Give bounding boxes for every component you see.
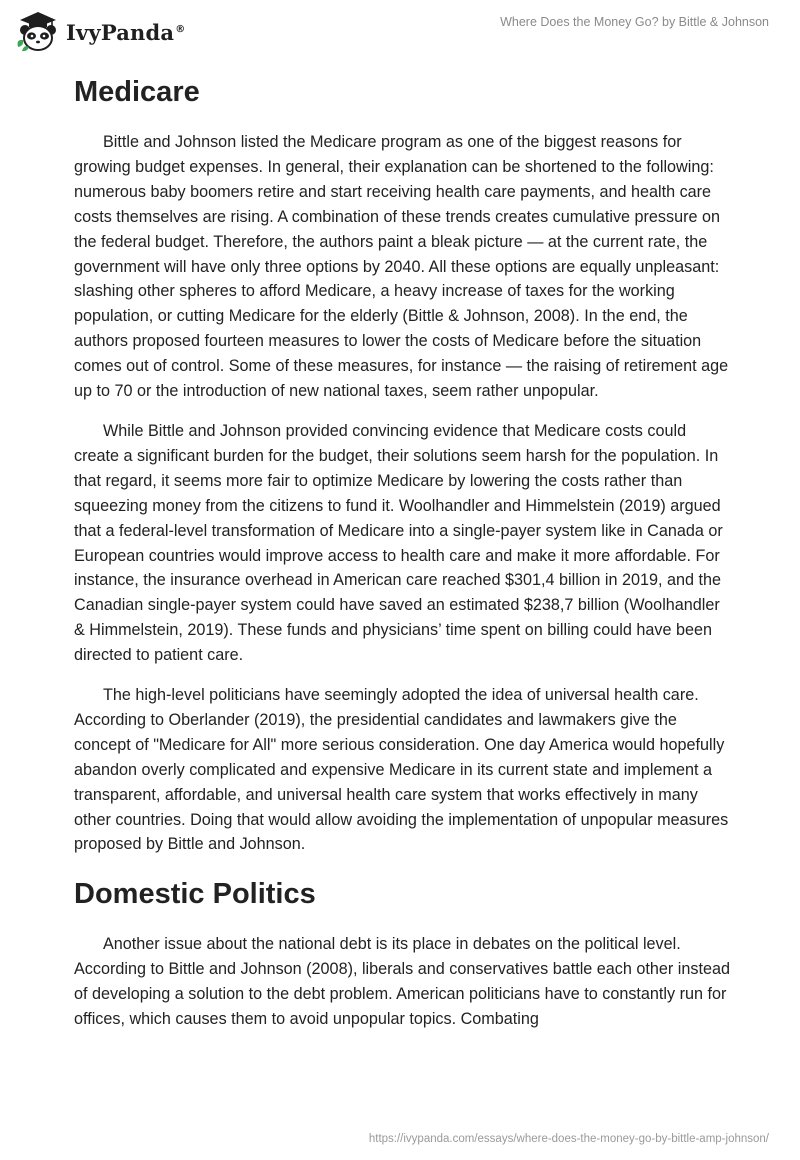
panda-graduate-icon bbox=[14, 9, 62, 53]
essay-content bbox=[74, 70, 734, 1047]
paragraph: Another issue about the national debt is its place in debates on the political level. According to Bittle and Johnson (2008), liberals and conservatives battle each other instead of developing a solution to the debt problem. American politicians have to constantly run for offices, which causes them to avoid unpopular topics. Combating bbox=[74, 935, 730, 1029]
source-url[interactable]: https://ivypanda.com/essays/where-does-the-money-go-by-bittle-amp-johnson/ bbox=[368, 1133, 769, 1145]
paragraph: While Bittle and Johnson provided convincing evidence that Medicare costs could create a significant burden for the budget, their solutions seem harsh for the population. In that regard, it seems more fair to optimize Medicare by lowering the costs rather than squeezing money from the citizens to fund it. Woolhandler and Himmelstein (2019) argued that a federal-level transformation of Medicare into a single-payer system like in Canada or European countries would improve access to health care and make it more affordable. For instance, the insurance overhead in American care reached $301,4 billion in 2019, and the Canadian single-payer system could have saved an estimated $238,7 billion (Woolhandler & Himmelstein, 2019). These funds and physicians’ time spent on billing could have been directed to patient care. bbox=[74, 421, 723, 665]
ivypanda-logo[interactable] bbox=[14, 9, 185, 53]
paragraph: The high-level politicians have seemingly adopted the idea of universal health care. According to Oberlander (2019), the presidential candidates and lawmakers give the concept of "Medicare for All" more serious consideration. One day America would hopefully abandon overly complicated and expensive Medicare in its current state and implement a transparent, affordable, and universal health care system that works effectively in many other countries. Doing that would allow avoiding the implementation of unpopular measures proposed by Bittle and Johnson. bbox=[74, 686, 729, 854]
document-title: Where Does the Money Go? by Bittle & Johnson bbox=[500, 15, 769, 29]
page-header bbox=[0, 0, 800, 60]
section-heading-domestic-politics: Domestic Politics bbox=[74, 878, 316, 911]
section-heading-medicare: Medicare bbox=[74, 76, 200, 108]
brand-name: IvyPanda® bbox=[66, 19, 186, 45]
paragraph: Bittle and Johnson listed the Medicare program as one of the biggest reasons for growing budget expenses. In general, their explanation can be shortened to the following: numerous baby boomers retire and start receiving health care payments, and health care costs themselves are rising. A combination of these trends creates cumulative pressure on the federal budget. Therefore, the authors paint a bleak picture — at the current rate, the government will have only three options by 2040. All these options are equally unpleasant: slashing other spheres to afford Medicare, a heavy increase of taxes for the working population, or cutting Medicare for the elderly (Bittle & Johnson, 2008). In the end, the authors proposed fourteen measures to lower the costs of Medicare before the situation comes out of control. Some of these measures, for instance — the raising of retirement age up to 70 or the introduction of new national taxes, seem rather unpopular. bbox=[74, 133, 729, 401]
